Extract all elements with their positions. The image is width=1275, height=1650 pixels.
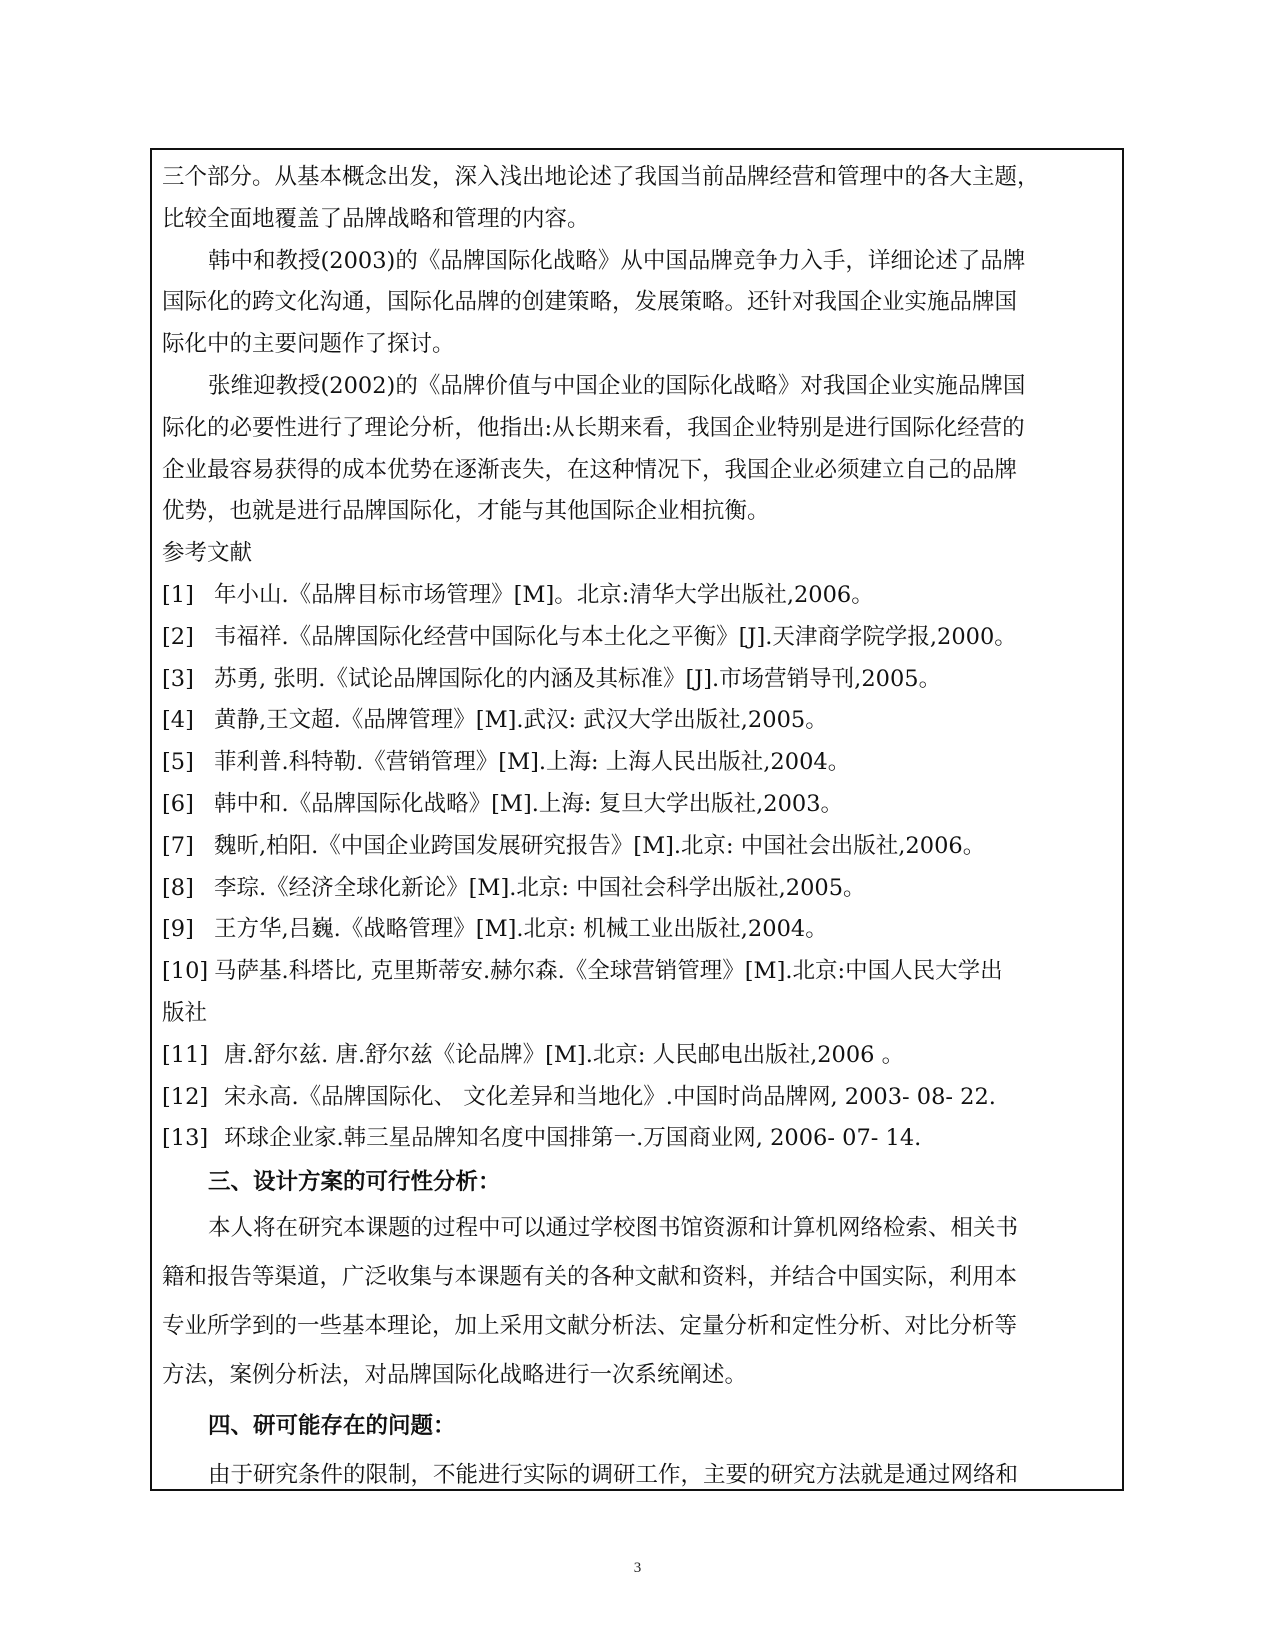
reference-item: [162, 700, 1114, 742]
paragraph-line: 优势，也就是进行品牌国际化，才能与其他国际企业相抗衡。: [162, 498, 770, 525]
paragraph-line: 三个部分。从基本概念出发，深入浅出地论述了我国当前品牌经营和管理中的各大主题，: [162, 164, 1040, 190]
paragraph-line: 韩中和教授(2003)的《品牌国际化战略》从中国品牌竞争力入手，详细论述了品牌: [208, 247, 1026, 274]
reference-item: [162, 909, 1114, 951]
reference-item: [162, 742, 1114, 784]
paragraph-line: 方法，案例分析法，对品牌国际化战略进行一次系统阐述。: [162, 1361, 748, 1388]
paragraph-line: 由于研究条件的限制，不能进行实际的调研工作，主要的研究方法就是通过网络和: [208, 1461, 1019, 1488]
reference-item: [162, 951, 1114, 993]
reference-text: 苏勇, 张明.《试论品牌国际化的内涵及其标准》[J].市场营销导刊,2005。: [214, 665, 942, 692]
reference-item: [162, 1035, 1114, 1077]
reference-number: [7]: [162, 832, 194, 859]
section-heading: 三、设计方案的可行性分析：: [208, 1169, 501, 1196]
reference-text: 魏昕,柏阳.《中国企业跨国发展研究报告》[M].北京: 中国社会出版社,2006。: [214, 832, 986, 859]
paragraph-line: 企业最容易获得的成本优势在逐渐丧失，在这种情况下，我国企业必须建立自己的品牌: [162, 456, 1018, 483]
paragraph-line: 国际化的跨文化沟通，国际化品牌的创建策略，发展策略。还针对我国企业实施品牌国: [162, 289, 1018, 316]
reference-number: [6]: [162, 790, 194, 817]
paragraph-line: 际化的必要性进行了理论分析，他指出:从长期来看，我国企业特别是进行国际化经营的: [162, 414, 1025, 441]
paragraph-line: 际化中的主要问题作了探讨。: [162, 331, 455, 358]
paragraph-line: 本人将在研究本课题的过程中可以通过学校图书馆资源和计算机网络检索、相关书: [208, 1214, 1019, 1241]
reference-text: 马萨基.科塔比, 克里斯蒂安.赫尔森.《全球营销管理》[M].北京:中国人民大学出: [214, 958, 1003, 985]
reference-item: [162, 868, 1114, 910]
reference-text: 菲利普.科特勒.《营销管理》[M].上海: 上海人民出版社,2004。: [214, 749, 851, 776]
reference-number: [9]: [162, 916, 194, 943]
reference-number: [8]: [162, 874, 194, 901]
reference-item: [162, 575, 1114, 617]
page-number: 3: [633, 1560, 642, 1576]
reference-number: [2]: [162, 623, 194, 650]
document-body: [162, 157, 1114, 1500]
reference-text: 年小山.《品牌目标市场管理》[M]。北京:清华大学出版社,2006。: [214, 581, 874, 608]
reference-number: [11]: [162, 1041, 209, 1068]
reference-text: 黄静,王文超.《品牌管理》[M].武汉: 武汉大学出版社,2005。: [214, 707, 828, 734]
reference-number: [3]: [162, 665, 194, 692]
reference-number: [4]: [162, 707, 194, 734]
reference-text: 王方华,吕巍.《战略管理》[M].北京: 机械工业出版社,2004。: [214, 916, 828, 943]
reference-item: [162, 784, 1114, 826]
reference-text: 宋永高.《品牌国际化、 文化差异和当地化》.中国时尚品牌网, 2003- 08- 22.: [224, 1083, 996, 1110]
reference-number: [1]: [162, 581, 194, 608]
references-title: 参考文献: [162, 540, 253, 567]
reference-number: [13]: [162, 1125, 209, 1152]
reference-number: [10]: [162, 958, 209, 985]
reference-text: 环球企业家.韩三星品牌知名度中国排第一.万国商业网, 2006- 07- 14.: [224, 1125, 922, 1152]
reference-continuation: 版社: [162, 999, 208, 1026]
reference-item: [162, 659, 1114, 701]
reference-text: 韩中和.《品牌国际化战略》[M].上海: 复旦大学出版社,2003。: [214, 790, 844, 817]
paragraph-line: 专业所学到的一些基本理论，加上采用文献分析法、定量分析和定性分析、对比分析等: [162, 1312, 1018, 1339]
section-heading: 四、研可能存在的问题：: [208, 1412, 456, 1439]
reference-item: [162, 1118, 1114, 1160]
reference-number: [5]: [162, 749, 194, 776]
reference-item: [162, 826, 1114, 868]
reference-item: [162, 617, 1114, 659]
reference-item: [162, 1077, 1114, 1119]
reference-number: [12]: [162, 1083, 209, 1110]
reference-text: 唐.舒尔兹. 唐.舒尔兹《论品牌》[M].北京: 人民邮电出版社,2006 。: [224, 1041, 905, 1068]
reference-text: 韦福祥.《品牌国际化经营中国际化与本土化之平衡》[J].天津商学院学报,2000。: [214, 623, 1017, 650]
paragraph-line: 张维迎教授(2002)的《品牌价值与中国企业的国际化战略》对我国企业实施品牌国: [208, 372, 1026, 399]
reference-text: 李琮.《经济全球化新论》[M].北京: 中国社会科学出版社,2005。: [214, 874, 866, 901]
paragraph-line: 籍和报告等渠道，广泛收集与本课题有关的各种文献和资料，并结合中国实际，利用本: [162, 1263, 1018, 1290]
paragraph-line: 比较全面地覆盖了品牌战略和管理的内容。: [162, 205, 590, 232]
